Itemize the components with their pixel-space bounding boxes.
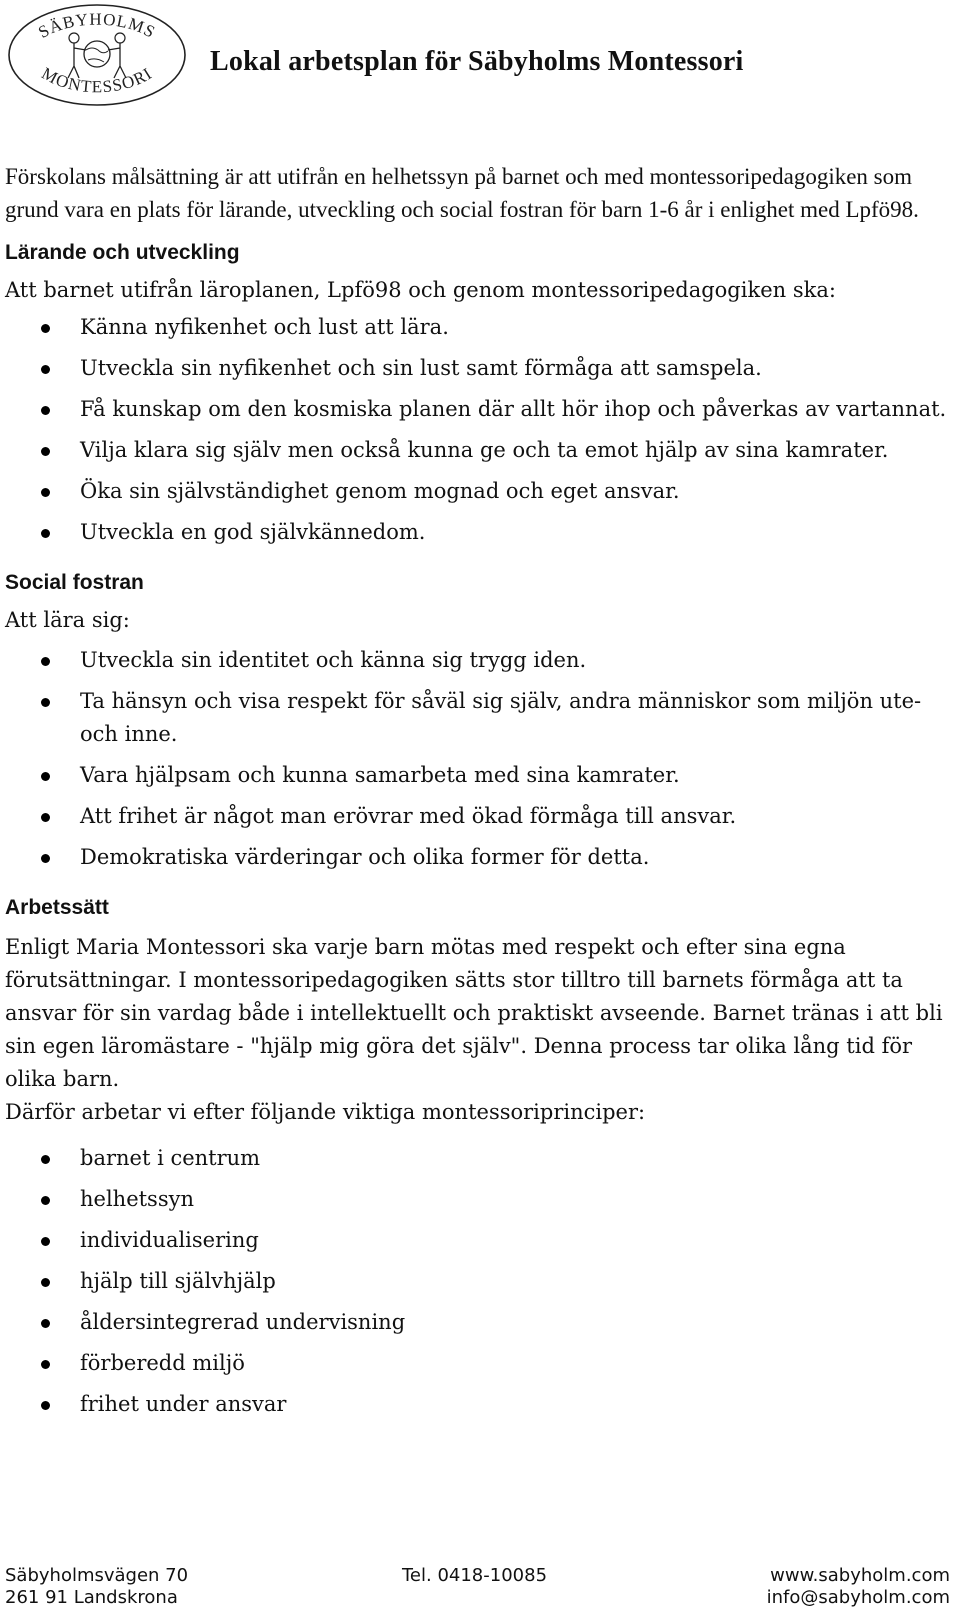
footer-contact [767, 1565, 950, 1609]
list-item: Ta hänsyn och visa respekt för såväl sig själv, andra människor som miljön ute- och inne. [5, 685, 950, 751]
bullet-icon [41, 657, 50, 666]
logo-text-bottom: MONTESSORI [38, 63, 156, 97]
bullet-icon [41, 813, 50, 822]
list-item: Demokratiska värderingar och olika former för detta. [5, 841, 950, 874]
social-lead: Att lära sig: [5, 608, 130, 632]
bullet-icon [41, 854, 50, 863]
list-item: åldersintegrerad undervisning [5, 1306, 950, 1339]
list-item: helhetssyn [5, 1183, 950, 1216]
list-item: hjälp till självhjälp [5, 1265, 950, 1298]
bullet-icon [41, 698, 50, 707]
page-header [0, 0, 960, 128]
bullet-icon [41, 529, 50, 538]
bullet-icon [41, 772, 50, 781]
bullet-icon [41, 1401, 50, 1410]
list-item: Att frihet är något man erövrar med ökad förmåga till ansvar. [5, 800, 950, 833]
footer-phone: Tel. 0418-10085 [402, 1565, 548, 1586]
document-body [5, 160, 950, 1421]
logo-text-top: SÄBYHOLMS [35, 9, 159, 42]
heading-method: Arbetssätt [5, 896, 109, 919]
list-item: Utveckla sin nyfikenhet och sin lust samt förmåga att samspela. [5, 352, 950, 385]
footer-address [5, 1565, 188, 1609]
bullet-icon [41, 365, 50, 374]
document-title: Lokal arbetsplan för Säbyholms Montessori [210, 46, 744, 77]
list-item: Öka sin självständighet genom mognad och eget ansvar. [5, 475, 950, 508]
learning-lead: Att barnet utifrån läroplanen, Lpfö98 och genom montessoripedagogiken ska: [5, 278, 836, 302]
bullet-icon [41, 1155, 50, 1164]
list-item: Vilja klara sig själv men också kunna ge och ta emot hjälp av sina kamrater. [5, 434, 950, 467]
bullet-icon [41, 1319, 50, 1328]
list-item: Utveckla en god självkännedom. [5, 516, 950, 549]
list-item: Känna nyfikenhet och lust att lära. [5, 311, 950, 344]
list-item: Utveckla sin identitet och känna sig trygg iden. [5, 644, 950, 677]
list-item: barnet i centrum [5, 1142, 950, 1175]
bullet-icon [41, 406, 50, 415]
bullet-icon [41, 1278, 50, 1287]
intro-paragraph: Förskolans målsättning är att utifrån en helhetssyn på barnet och med montessoripedagogiken som grund vara en plats för lärande, utveckling och social fostran för barn 1-6 år i enlighet med Lpfö98. [5, 164, 919, 222]
list-item: förberedd miljö [5, 1347, 950, 1380]
bullet-icon [41, 324, 50, 333]
list-item: individualisering [5, 1224, 950, 1257]
method-paragraph: Enligt Maria Montessori ska varje barn mötas med respekt och efter sina egna förutsättningar. I montessoripedagogiken sätts stor tilltro till barnets förmåga att ta ansvar för sin vardag både i intellektuellt och praktiskt avseende. Barnet tränas i att bli sin egen läromästare - "hjälp mig göra det själv". Denna process tar olika lång tid för olika barn. [5, 935, 943, 1091]
list-item: Vara hjälpsam och kunna samarbeta med sina kamrater. [5, 759, 950, 792]
bullet-icon [41, 447, 50, 456]
heading-social: Social fostran [5, 571, 144, 594]
bullet-icon [41, 1196, 50, 1205]
svg-text:SÄBYHOLMS [35, 10, 159, 42]
principles-list [5, 1142, 950, 1421]
list-item: Få kunskap om den kosmiska planen där allt hör ihop och påverkas av vartannat. [5, 393, 950, 426]
email-link[interactable]: info@sabyholm.com [766, 1587, 950, 1608]
social-list [5, 644, 950, 874]
bullet-icon [41, 1237, 50, 1246]
address-line1: Säbyholmsvägen 70 [5, 1565, 189, 1586]
bullet-icon [41, 488, 50, 497]
website-link[interactable]: www.sabyholm.com [770, 1565, 950, 1586]
school-logo [4, 0, 190, 110]
bullet-icon [41, 1360, 50, 1369]
heading-learning: Lärande och utveckling [5, 241, 240, 264]
address-line2: 261 91 Landskrona [5, 1587, 178, 1608]
svg-text:MONTESSORI [39, 64, 156, 97]
learning-list [5, 311, 950, 549]
list-item: frihet under ansvar [5, 1388, 950, 1421]
page-footer [0, 1565, 960, 1617]
method-lead: Därför arbetar vi efter följande viktiga montessoriprinciper: [5, 1100, 646, 1124]
